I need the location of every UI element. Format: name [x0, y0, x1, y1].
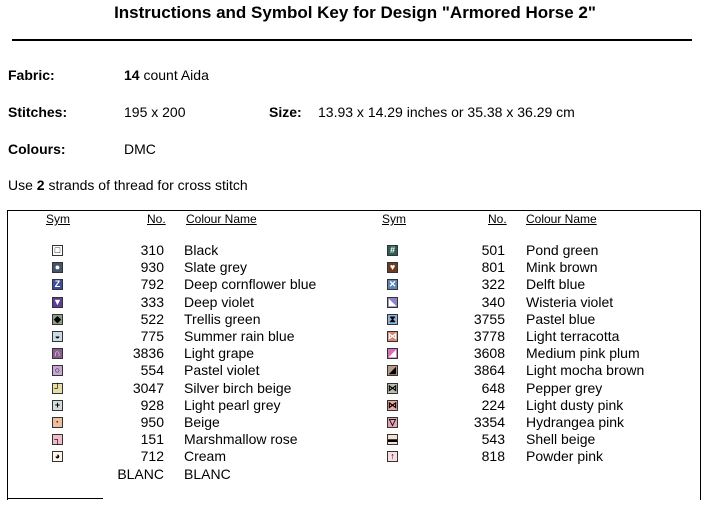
- colour-name: Mink brown: [526, 259, 598, 275]
- colour-name: Deep cornflower blue: [184, 276, 317, 292]
- dmc-number: 501: [481, 242, 505, 258]
- colour-name: Marshmallow rose: [184, 431, 298, 447]
- colour-name: Pepper grey: [526, 380, 603, 396]
- colour-name-header-right: Colour Name: [526, 212, 597, 226]
- colour-name: Delft blue: [526, 276, 586, 292]
- key-row-left: [0, 466, 710, 483]
- colour-name: Deep violet: [184, 294, 255, 310]
- dmc-number: 950: [140, 414, 164, 430]
- key-row-right: [0, 294, 710, 311]
- colour-name: Powder pink: [526, 448, 604, 464]
- page-title: Instructions and Symbol Key for Design "Armored Horse 2": [114, 3, 596, 22]
- corner-triangle-icon: ◣: [387, 297, 398, 308]
- arrow-up-icon: ↑: [387, 451, 398, 462]
- dmc-number: 3864: [473, 362, 505, 378]
- colour-name: BLANC: [184, 466, 231, 482]
- fabric-count: 14: [124, 67, 140, 83]
- diamond-icon: ◆: [52, 314, 63, 325]
- circle-icon: ●: [52, 262, 63, 273]
- half-circle-icon: ◒: [52, 331, 63, 342]
- colour-name: Light terracotta: [526, 328, 620, 344]
- dmc-number: 648: [481, 380, 505, 396]
- colour-name: Beige: [184, 414, 220, 430]
- title-divider: [12, 39, 692, 41]
- dmc-number: 818: [481, 448, 505, 464]
- colour-name: Wisteria violet: [526, 294, 614, 310]
- dot-icon: ·: [52, 417, 63, 428]
- hash-icon: #: [387, 245, 398, 256]
- size-label: Size:: [269, 104, 302, 120]
- key-row-right: [0, 380, 710, 397]
- bowtie-icon: ⋈: [388, 400, 397, 410]
- colour-name: Silver birch beige: [184, 380, 292, 396]
- corner-triangle-icon: ◢: [387, 348, 398, 359]
- colour-name: Slate grey: [184, 259, 248, 275]
- colour-name: Black: [184, 242, 219, 258]
- colours-label: Colours:: [8, 141, 66, 157]
- bowtie-icon: ⋈: [388, 331, 397, 341]
- colour-name: Light dusty pink: [526, 397, 624, 413]
- plus-icon: +: [52, 400, 63, 411]
- sym-header-left: Sym: [46, 212, 70, 226]
- arch-icon: ∩: [52, 348, 63, 359]
- key-row-right: [0, 448, 710, 465]
- dmc-number: 543: [481, 431, 505, 447]
- size-value: 13.93 x 14.29 inches or 35.38 x 36.29 cm: [318, 104, 575, 120]
- no-header-right: No.: [488, 212, 507, 226]
- sym-header-right: Sym: [382, 212, 406, 226]
- colour-name: Hydrangea pink: [526, 414, 625, 430]
- stitches-label: Stitches:: [8, 104, 68, 120]
- dmc-number: 340: [481, 294, 505, 310]
- colour-name: Medium pink plum: [526, 345, 640, 361]
- triangle-down-icon: ▼: [53, 297, 62, 307]
- colour-name: Pastel violet: [184, 362, 260, 378]
- key-row-right: [0, 311, 710, 328]
- colour-name: Light grape: [184, 345, 255, 361]
- z-letter-icon: Z: [52, 279, 63, 290]
- colour-name: Pastel blue: [526, 311, 596, 327]
- key-row-right: [0, 414, 710, 431]
- key-row-right: [0, 259, 710, 276]
- dmc-number: 3047: [132, 380, 164, 396]
- key-row-right: [0, 345, 710, 362]
- dmc-number: 3836: [132, 345, 164, 361]
- fabric-type: count Aida: [139, 67, 209, 83]
- quarter-circle-icon: ◕: [52, 451, 63, 462]
- colour-name: Light mocha brown: [526, 362, 645, 378]
- dmc-number: 3778: [473, 328, 505, 344]
- key-row-right: [0, 328, 710, 345]
- key-row-right: [0, 431, 710, 448]
- dmc-number: 3608: [473, 345, 505, 361]
- colour-name: Pond green: [526, 242, 599, 258]
- corner-icon: ┘: [52, 383, 63, 394]
- dmc-number: 151: [140, 431, 164, 447]
- bowtie-icon: ⋈: [388, 383, 397, 393]
- fabric-value: [124, 67, 209, 83]
- dmc-number: 775: [140, 328, 164, 344]
- x-icon: ✕: [388, 279, 397, 289]
- hourglass-icon: ⧗: [387, 314, 398, 325]
- bar-icon: ▬: [388, 434, 397, 444]
- dmc-number: 322: [481, 276, 505, 292]
- colour-name: Light pearl grey: [184, 397, 281, 413]
- key-row-right: [0, 362, 710, 379]
- heart-icon: ♥: [387, 262, 398, 273]
- dmc-number: 554: [140, 362, 164, 378]
- fabric-label: Fabric:: [8, 67, 55, 83]
- dmc-number: 3354: [473, 414, 505, 430]
- colour-name: Trellis green: [184, 311, 261, 327]
- dmc-number: BLANC: [117, 466, 164, 482]
- colour-name: Cream: [184, 448, 227, 464]
- dmc-number: 3755: [473, 311, 505, 327]
- ring-icon: ○: [52, 365, 63, 376]
- strands-count: 2: [36, 177, 45, 193]
- dmc-number: 333: [140, 294, 164, 310]
- stitches-value: 195 x 200: [124, 104, 186, 120]
- dmc-number: 712: [140, 448, 164, 464]
- dmc-number: 792: [140, 276, 164, 292]
- triangle-down-outline-icon: ▽: [387, 417, 398, 428]
- dmc-number: 930: [140, 259, 164, 275]
- dmc-number: 801: [481, 259, 505, 275]
- symbol-key-box-bottom: [7, 498, 103, 499]
- colour-name: Shell beige: [526, 431, 596, 447]
- strands-instruction: Use 2 strands of thread for cross stitch: [8, 177, 248, 193]
- key-row-right: [0, 397, 710, 414]
- corner-triangle-icon: ◢: [387, 365, 398, 376]
- dmc-number: 522: [140, 311, 164, 327]
- colour-name-header-left: Colour Name: [186, 212, 257, 226]
- dmc-number: 310: [140, 242, 164, 258]
- key-row-right: [0, 276, 710, 293]
- square-outline-icon: □: [52, 245, 63, 256]
- no-header-left: No.: [147, 212, 166, 226]
- dmc-number: 928: [140, 397, 164, 413]
- corner-icon: ┐: [52, 434, 63, 445]
- colours-value: DMC: [124, 141, 156, 157]
- key-row-right: [0, 242, 710, 259]
- dmc-number: 224: [481, 397, 505, 413]
- colour-name: Summer rain blue: [184, 328, 295, 344]
